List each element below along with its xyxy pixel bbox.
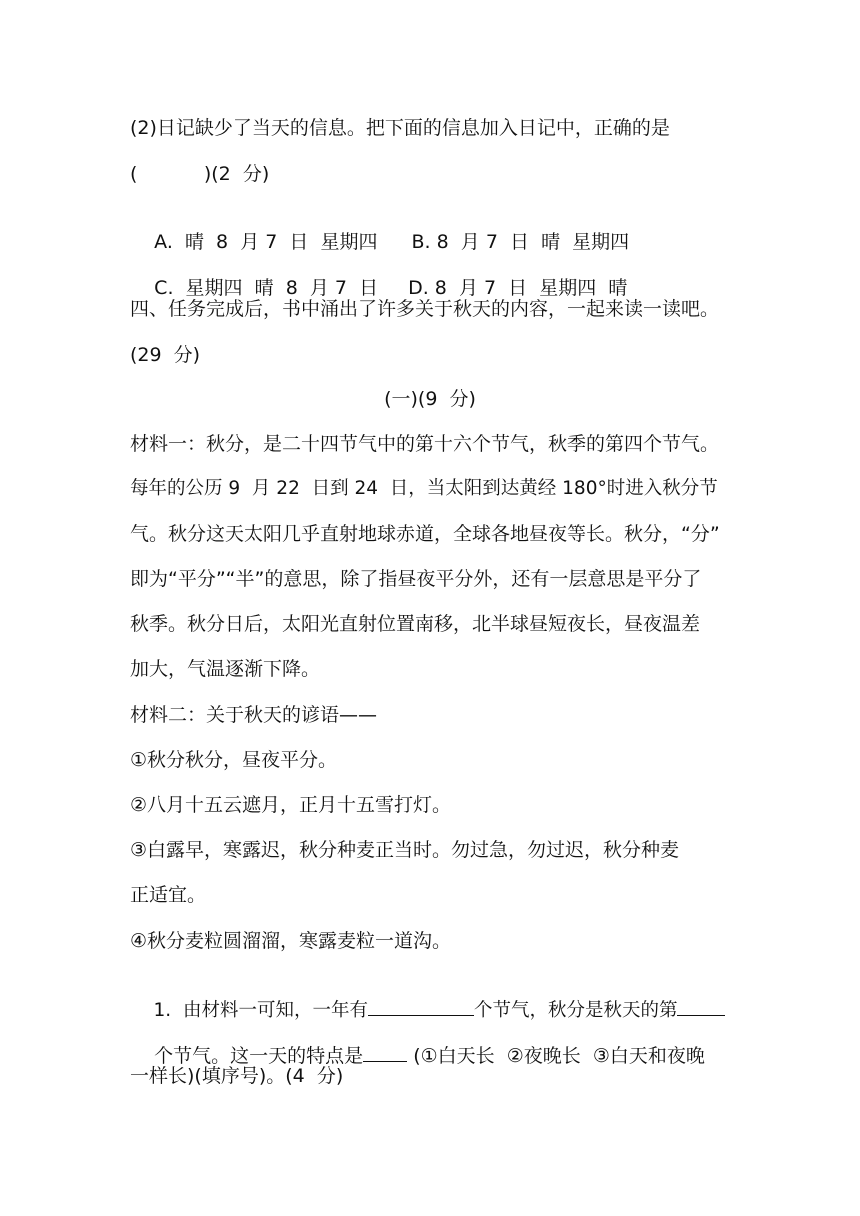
proverb-item: ①秋分秋分，昼夜平分。 <box>130 749 338 771</box>
blank-autumn-term-order[interactable] <box>677 997 725 1016</box>
question-1-choices: (①白天长 ②夜晚长 ③白天和夜晚 <box>407 1045 705 1067</box>
proverb-item: ②八月十五云遮月，正月十五雪打灯。 <box>130 794 452 816</box>
section-4-heading: 四、任务完成后，书中涌出了许多关于秋天的内容，一起来读一读吧。 <box>130 298 720 320</box>
question-1-text: 个节气，秋分是秋天的第 <box>473 1000 678 1021</box>
option-a: A. 晴 8 月 7 日 星期四 <box>154 231 378 253</box>
material-1-line: 气。秋分这天太阳几乎直射地球赤道，全球各地昼夜等长。秋分，“分” <box>130 523 720 545</box>
question-2-answer-bracket: ( )(2 分) <box>130 163 270 185</box>
option-b: B. 8 月 7 日 晴 星期四 <box>411 231 630 253</box>
question-1-line-3: 一样长)(填序号)。(4 分) <box>130 1065 344 1087</box>
part-1-title: (一)(9 分) <box>384 388 476 410</box>
material-1-line: 每年的公历 9 月 22 日到 24 日，当太阳到达黄经 180°时进入秋分节 <box>130 478 718 499</box>
material-1-line: 加大，气温逐渐下降。 <box>130 658 321 680</box>
material-2-title: 材料二：关于秋天的谚语—— <box>130 704 378 726</box>
question-1-text: 个节气。这一天的特点是 <box>154 1045 364 1067</box>
material-1-line: 即为“平分”“半”的意思，除了指昼夜平分外，还有一层意思是平分了 <box>130 568 702 590</box>
option-d: D. 8 月 7 日 星期四 晴 <box>408 277 628 299</box>
proverb-item: 正适宜。 <box>130 884 207 906</box>
question-1-text: 1. 由材料一可知，一年有 <box>153 1000 368 1021</box>
material-1-line: 材料一：秋分，是二十四节气中的第十六个节气，秋季的第四个节气。 <box>130 433 720 455</box>
blank-solar-terms-count[interactable] <box>368 997 474 1016</box>
question-2-prompt: (2)日记缺少了当天的信息。把下面的信息加入日记中，正确的是 <box>130 117 670 139</box>
blank-day-feature[interactable] <box>363 1043 407 1062</box>
section-4-score: (29 分) <box>130 344 201 366</box>
option-c: C. 星期四 晴 8 月 7 日 <box>154 277 379 299</box>
material-1-line: 秋季。秋分日后，太阳光直射位置南移，北半球昼短夜长，昼夜温差 <box>130 613 701 635</box>
proverb-item: ③白露早，寒露迟，秋分种麦正当时。勿过急，勿过迟，秋分种麦 <box>130 839 680 861</box>
proverb-item: ④秋分麦粒圆溜溜，寒露麦粒一道沟。 <box>130 930 452 952</box>
